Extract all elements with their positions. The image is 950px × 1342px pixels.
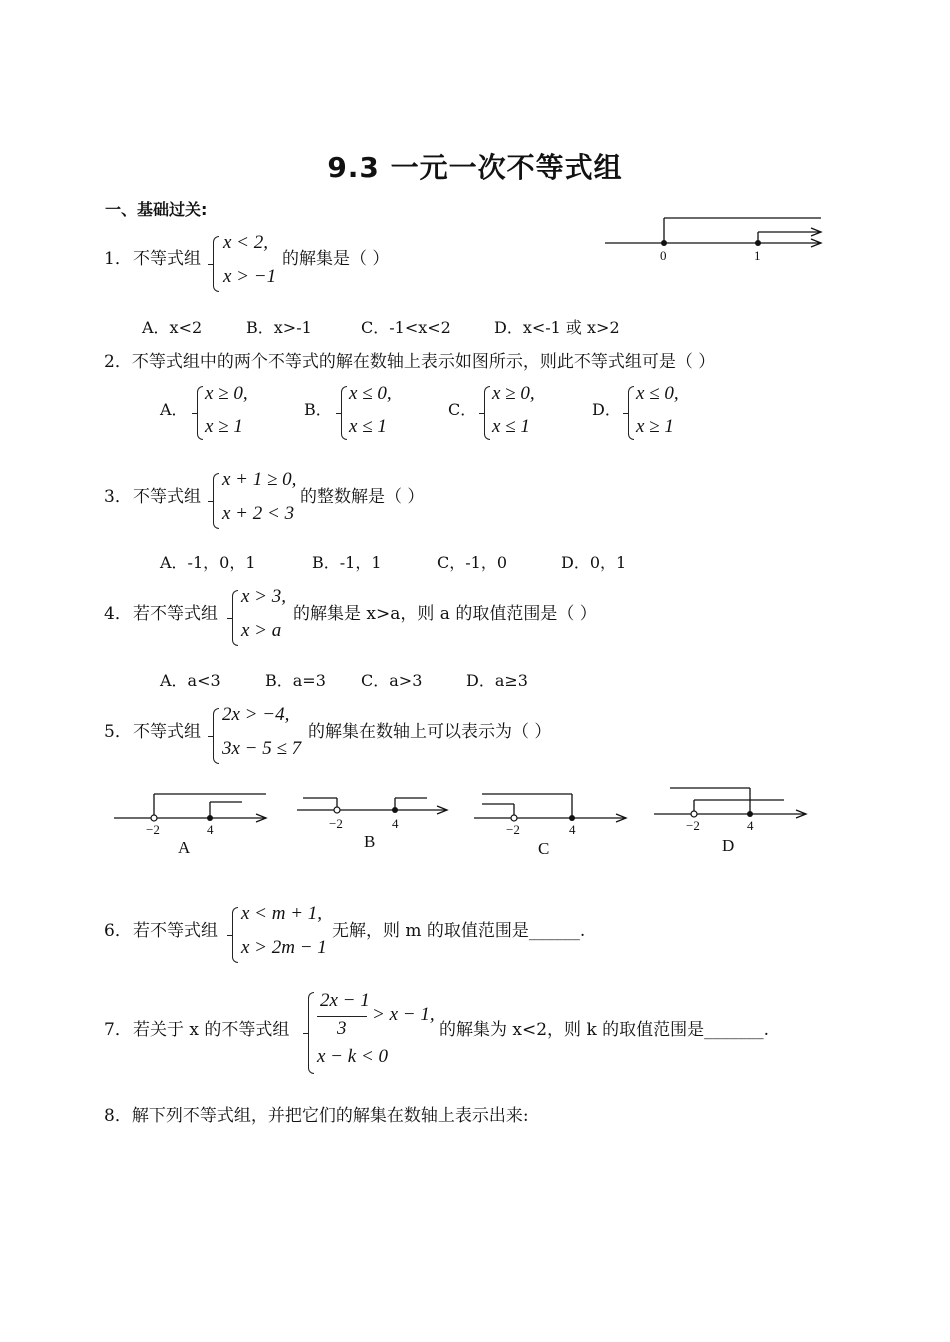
q2-option-d-label: D． xyxy=(592,400,621,419)
q3-number: 3． xyxy=(104,487,132,507)
section-heading: 一、基础过关: xyxy=(105,200,208,219)
q5c-point-4 xyxy=(569,815,575,821)
q4-inequality-2: x > a xyxy=(241,620,282,641)
q2-option-c-line1: x ≥ 0, xyxy=(492,383,535,404)
q1-point-1 xyxy=(755,240,761,246)
q2-option-a-label: A． xyxy=(160,400,188,419)
q5-brace xyxy=(213,708,219,764)
q5-figure-c xyxy=(470,785,640,858)
q1-prefix: 不等式组 xyxy=(133,249,201,269)
q5-inequality-2: 3x − 5 ≤ 7 xyxy=(222,738,302,759)
q2-option-b-brace xyxy=(341,386,347,440)
q5d-point-4 xyxy=(747,811,753,817)
q2-option-c-brace xyxy=(484,386,490,440)
q2-option-a-line2: x ≥ 1 xyxy=(205,416,243,437)
q2-option-b-line1: x ≤ 0, xyxy=(349,383,392,404)
q6-brace xyxy=(232,907,238,963)
q3-inequality-1: x + 1 ≥ 0, xyxy=(222,469,297,490)
q3-prefix: 不等式组 xyxy=(133,487,201,507)
question-8: 8．解下列不等式组，并把它们的解集在数轴上表示出来: xyxy=(104,1106,529,1126)
q7-fraction-denominator: 3 xyxy=(337,1018,347,1039)
q2-option-d-brace xyxy=(628,386,634,440)
q3-option-b: B．-1，1 xyxy=(312,553,382,572)
q5-figure-d xyxy=(650,781,820,855)
q5-prefix: 不等式组 xyxy=(133,722,201,742)
q5c-tick-neg2: −2 xyxy=(506,822,520,837)
q5b-point-neg2 xyxy=(334,807,340,813)
q2-option-a-line1: x ≥ 0, xyxy=(205,383,248,404)
q4-option-c: C．a>3 xyxy=(361,671,423,690)
q5c-point-neg2 xyxy=(511,815,517,821)
q5b-tick-4: 4 xyxy=(392,816,399,831)
q4-inequality-1: x > 3, xyxy=(241,586,287,607)
q4-brace xyxy=(232,590,238,646)
q1-suffix: 的解集是（ ） xyxy=(282,249,390,269)
q6-inequality-1: x < m + 1, xyxy=(241,903,323,924)
q3-brace xyxy=(213,473,219,529)
q5b-point-4 xyxy=(392,807,398,813)
q3-inequality-2: x + 2 < 3 xyxy=(222,503,295,524)
q1-option-a: A．x<2 xyxy=(142,318,203,337)
q6-inequality-2: x > 2m − 1 xyxy=(241,937,327,958)
q1-tick-1: 1 xyxy=(754,248,761,263)
q6-number: 6． xyxy=(104,921,132,941)
q1-inequality-2: x > −1 xyxy=(223,266,277,287)
q2-option-c-label: C． xyxy=(448,400,477,419)
q5b-tick-neg2: −2 xyxy=(329,816,343,831)
q4-prefix: 若不等式组 xyxy=(133,604,218,624)
q5c-tick-4: 4 xyxy=(569,822,576,837)
q7-prefix: 若关于 x 的不等式组 xyxy=(133,1020,290,1040)
q5c-label: C xyxy=(538,839,550,858)
q5-suffix: 的解集在数轴上可以表示为（ ） xyxy=(308,722,552,742)
q7-number: 7． xyxy=(104,1020,132,1040)
q2-text: 2．不等式组中的两个不等式的解在数轴上表示如图所示，则此不等式组可是（ ） xyxy=(104,352,716,372)
q1-option-b: B．x>-1 xyxy=(246,318,312,337)
q2-option-c-line2: x ≤ 1 xyxy=(492,416,530,437)
q7-suffix: 的解集为 x<2，则 k 的取值范围是_______. xyxy=(439,1020,770,1040)
q1-brace xyxy=(213,236,219,292)
q3-option-d: D．0，1 xyxy=(561,553,627,572)
q7-fraction-numerator: 2x − 1 xyxy=(320,990,370,1011)
q5d-tick-neg2: −2 xyxy=(686,818,700,833)
q5-number: 5． xyxy=(104,722,132,742)
q4-option-b: B．a=3 xyxy=(265,671,326,690)
q6-prefix: 若不等式组 xyxy=(133,921,218,941)
q5a-point-4 xyxy=(207,815,213,821)
q1-inequality-1: x < 2, xyxy=(223,232,269,253)
q3-option-c: C，-1，0 xyxy=(437,553,508,572)
q4-option-d: D．a≥3 xyxy=(466,671,528,690)
q2-option-b-label: B． xyxy=(304,400,332,419)
q2-option-d-line1: x ≤ 0, xyxy=(636,383,679,404)
q1-point-0 xyxy=(661,240,667,246)
q2-option-b-line2: x ≤ 1 xyxy=(349,416,387,437)
q5-figure-a xyxy=(110,785,280,855)
q5-inequality-1: 2x > −4, xyxy=(222,704,290,725)
q5a-point-neg2 xyxy=(151,815,157,821)
q5-figure-b xyxy=(293,777,463,851)
q2-option-d-line2: x ≥ 1 xyxy=(636,416,674,437)
q1-number: 1． xyxy=(104,249,132,269)
q6-suffix: 无解，则 m 的取值范围是______. xyxy=(332,921,586,941)
q5a-tick-4: 4 xyxy=(207,822,214,837)
q4-suffix: 的解集是 x>a，则 a 的取值范围是（ ） xyxy=(293,604,597,624)
q1-tick-0: 0 xyxy=(660,248,667,263)
q7-brace xyxy=(308,992,314,1074)
page-title: 9.3 一元一次不等式组 xyxy=(327,151,623,184)
q5d-tick-4: 4 xyxy=(747,818,754,833)
q5a-label: A xyxy=(178,838,191,857)
q4-option-a: A．a<3 xyxy=(160,671,221,690)
q5b-label: B xyxy=(364,832,376,851)
q5a-tick-neg2: −2 xyxy=(146,822,160,837)
q5d-label: D xyxy=(722,836,735,855)
q3-suffix: 的整数解是（ ） xyxy=(300,487,425,507)
q1-number-line xyxy=(603,210,833,270)
q1-option-c: C．-1<x<2 xyxy=(361,318,451,337)
q4-number: 4． xyxy=(104,604,132,624)
q5d-point-neg2 xyxy=(691,811,697,817)
q2-option-a-brace xyxy=(197,386,203,440)
q7-fraction-bar xyxy=(317,1016,367,1017)
q3-option-a: A．-1，0，1 xyxy=(160,553,256,572)
q7-inequality-2: x − k < 0 xyxy=(317,1046,389,1067)
q1-option-d: D．x<-1 或 x>2 xyxy=(494,318,620,337)
q7-inequality-1-rest: > x − 1, xyxy=(372,1004,435,1025)
